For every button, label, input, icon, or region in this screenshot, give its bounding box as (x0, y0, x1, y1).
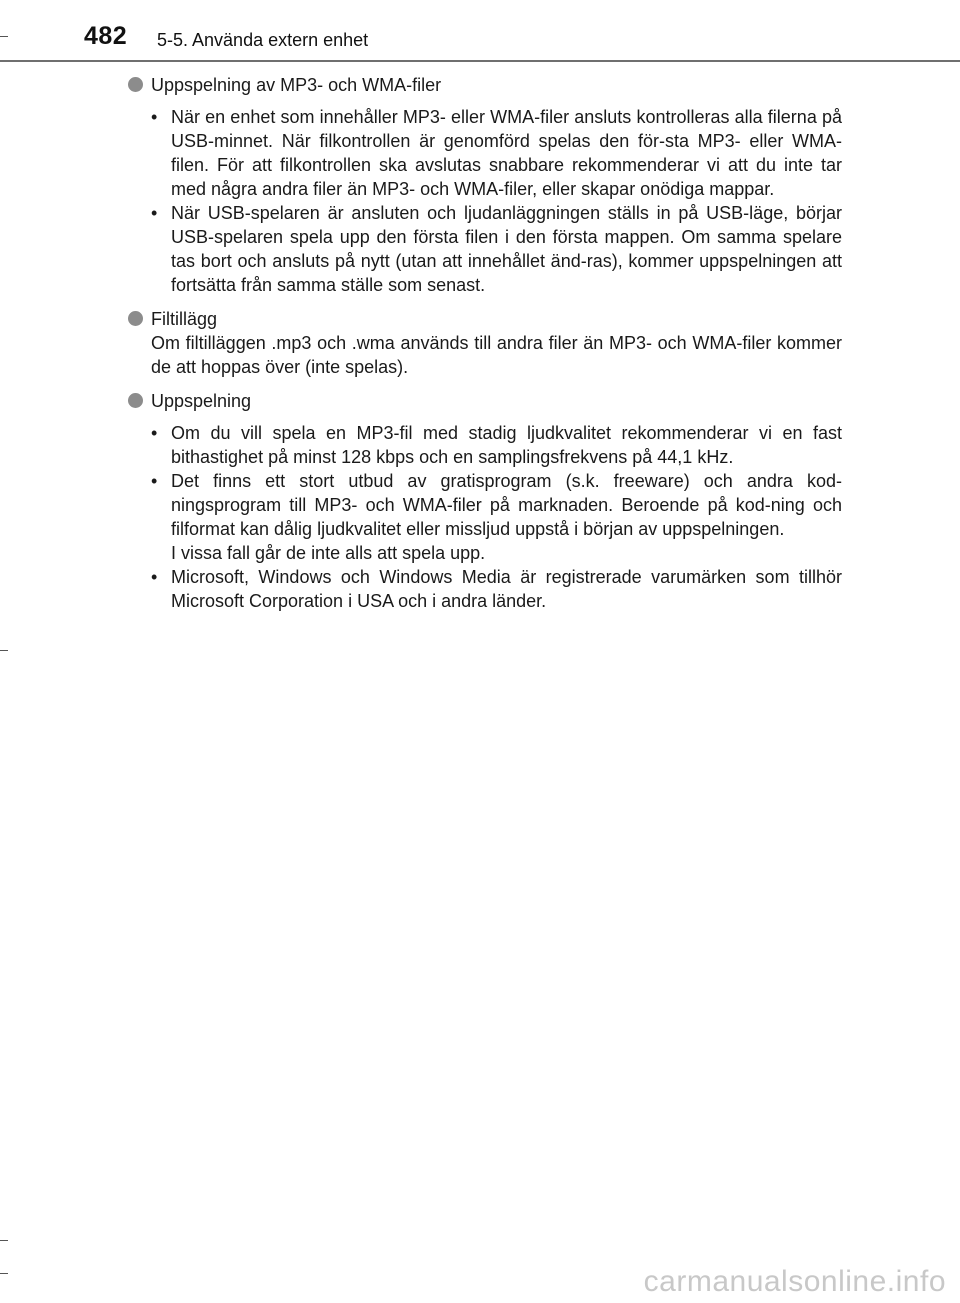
list-item (151, 105, 842, 201)
bullet-mark: • (151, 567, 158, 587)
bullet-mark: • (151, 107, 158, 127)
paragraph: När en enhet som innehåller MP3- eller WMA-filer ansluts kontrolleras alla filerna på USB-minnet. När filkontrollen är genomförd spelas den för-sta MP3- eller WMA-filen. För att filkontrollen ska avslutas snabbare rekommenderar vi att du inte tar med några andra filer än MP3- och WMA-filer, eller skapar onödiga mappar. (171, 107, 842, 199)
header-divider (0, 60, 960, 62)
watermark-text: carmanualsonline.info (643, 1265, 946, 1298)
circle-bullet-icon (128, 77, 143, 92)
bullet-mark: • (151, 203, 158, 223)
paragraph: I vissa fall går de inte alls att spela upp. (171, 543, 486, 563)
section-item-playback (128, 389, 842, 613)
item-title: Uppspelning (151, 391, 252, 411)
bullet-mark: • (151, 423, 158, 443)
crop-mark (0, 650, 8, 651)
bullet-list (128, 421, 842, 613)
section-item-mp3-wma (128, 73, 842, 297)
paragraph: Det finns ett stort utbud av gratisprogram (s.k. freeware) och andra kod-ningsprogram till MP3- och WMA-filer på marknaden. Beroende på kod-ning och filformat kan dålig ljudkvalitet eller missljud uppstå i början av uppspelningen. (171, 471, 842, 539)
list-item (151, 469, 842, 565)
page-header (0, 0, 960, 62)
list-item (151, 201, 842, 297)
paragraph: Om du vill spela en MP3-fil med stadig ljudkvalitet rekommenderar vi en fast bithastighet på minst 128 kbps och en samplingsfrekvens på 44,1 kHz. (171, 423, 842, 467)
crop-mark (0, 1240, 8, 1241)
section-item-file-extension (128, 307, 842, 379)
item-heading (128, 73, 842, 97)
paragraph: När USB-spelaren är ansluten och ljudanläggningen ställs in på USB-läge, börjar USB-spelaren spela upp den första filen i den första mappen. Om samma spelare tas bort och ansluts på nytt (utan att innehållet änd-ras), kommer uppspelningen att fortsätta från samma ställe som senast. (171, 203, 842, 295)
item-title: Uppspelning av MP3- och WMA-filer (151, 75, 442, 95)
paragraph: Microsoft, Windows och Windows Media är registrerade varumärken som tillhör Microsoft Corporation i USA och i andra länder. (171, 567, 842, 611)
list-item (151, 421, 842, 469)
item-title: Filtillägg (151, 309, 218, 329)
item-heading (128, 389, 842, 413)
circle-bullet-icon (128, 393, 143, 408)
item-body: Om filtilläggen .mp3 och .wma används till andra filer än MP3- och WMA-filer kommer de att hoppas över (inte spelas). (151, 333, 842, 377)
list-item (151, 565, 842, 613)
page-number: 482 (84, 22, 128, 50)
section-title: 5-5. Använda extern enhet (157, 30, 369, 50)
bullet-mark: • (151, 471, 158, 491)
bullet-list (128, 105, 842, 297)
item-heading (128, 307, 842, 331)
crop-mark (0, 1273, 8, 1274)
circle-bullet-icon (128, 311, 143, 326)
page-content (128, 73, 842, 623)
